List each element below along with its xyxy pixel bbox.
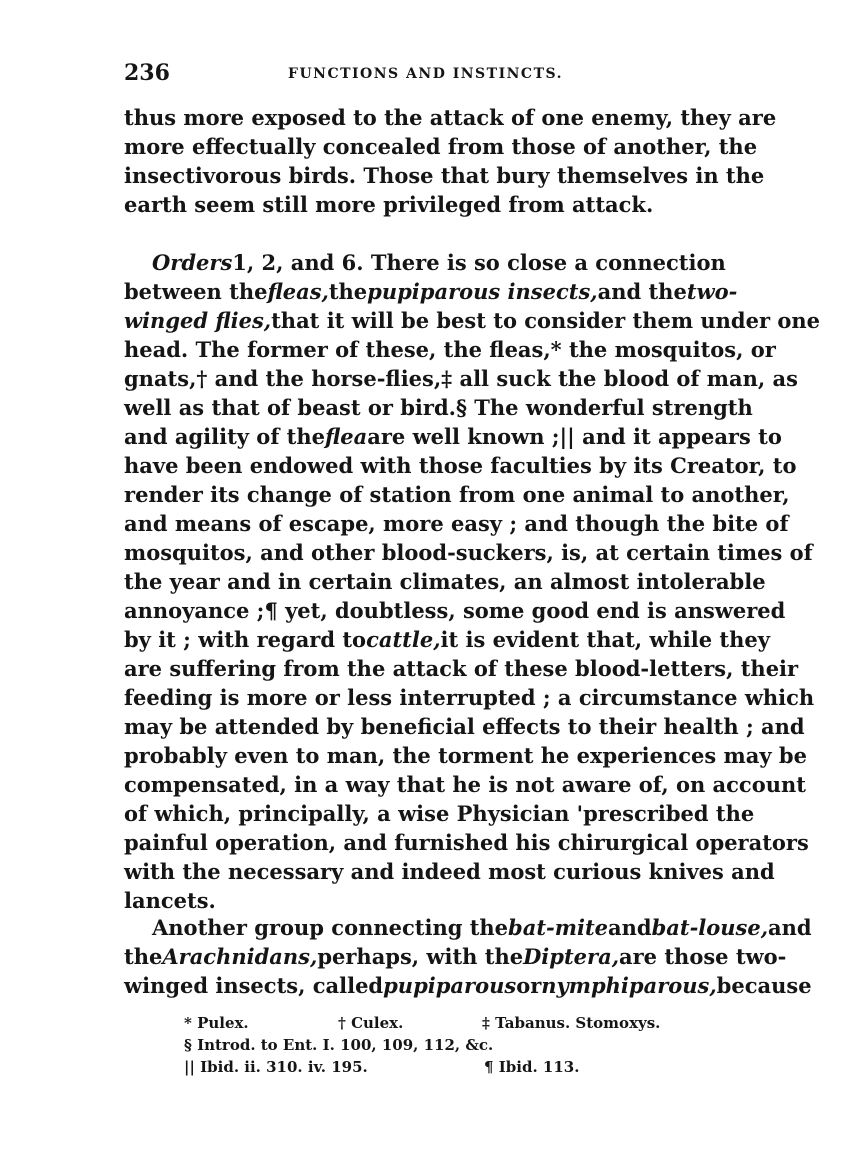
text-line: winged insects, called pupiparous or nymphiparous, because xyxy=(124,973,812,998)
text-line: gnats,† and the horse-flies,‡ all suck the blood of man, as xyxy=(124,366,798,391)
text-line: of which, principally, a wise Physician 'prescribed the xyxy=(124,801,755,826)
text-line: lancets. xyxy=(124,888,216,913)
footnote: ‡ Tabanus. Stomoxys. xyxy=(482,1014,661,1032)
text-line: the Arachnidans, perhaps, with the Diptera, are those two- xyxy=(124,944,787,969)
text-line: the year and in certain climates, an almost intolerable xyxy=(124,569,766,594)
text-line: with the necessary and indeed most curious knives and xyxy=(124,859,775,884)
footnote: || Ibid. ii. 310. iv. 195. xyxy=(184,1058,368,1076)
text-line: Another group connecting the bat-mite and bat-louse, and xyxy=(152,915,812,940)
page-number: 236 xyxy=(124,60,170,86)
text-line: annoyance ;¶ yet, doubtless, some good end is answered xyxy=(124,598,786,623)
running-header xyxy=(124,60,724,88)
running-title: FUNCTIONS AND INSTINCTS. xyxy=(288,66,563,82)
text-line: earth seem still more privileged from attack. xyxy=(124,192,654,217)
text-line: may be attended by beneficial effects to their health ; and xyxy=(124,714,805,739)
text-line: and agility of the flea are well known ;|| and it appears to xyxy=(124,424,782,449)
text-line: probably even to man, the torment he experiences may be xyxy=(124,743,807,768)
text-line: are suffering from the attack of these blood-letters, their xyxy=(124,656,799,681)
text-line: winged flies, that it will be best to consider them under one xyxy=(124,308,820,333)
text-line: compensated, in a way that he is not aware of, on account xyxy=(124,772,806,797)
footnote: * Pulex. xyxy=(184,1014,249,1032)
footnote: ¶ Ibid. 113. xyxy=(484,1058,580,1076)
footnote-row xyxy=(184,1056,744,1078)
paragraph-1 xyxy=(124,103,777,219)
text-line: Orders 1, 2, and 6. There is so close a connection xyxy=(152,250,726,275)
text-line: mosquitos, and other blood-suckers, is, at certain times of xyxy=(124,540,813,565)
text-line: head. The former of these, the fleas,* the mosquitos, or xyxy=(124,337,776,362)
text-line: have been endowed with those faculties by its Creator, to xyxy=(124,453,797,478)
text-line: thus more exposed to the attack of one enemy, they are xyxy=(124,105,777,130)
text-line: insectivorous birds. Those that bury themselves in the xyxy=(124,163,765,188)
text-line: painful operation, and furnished his chirurgical operators xyxy=(124,830,809,855)
footnotes xyxy=(184,1012,744,1078)
footnote-row xyxy=(184,1012,744,1034)
footnote-row xyxy=(184,1034,744,1056)
footnote: † Culex. xyxy=(338,1014,404,1032)
text-line: more effectually concealed from those of another, the xyxy=(124,134,758,159)
text-line: feeding is more or less interrupted ; a circumstance which xyxy=(124,685,815,710)
footnote: § Introd. to Ent. I. 100, 109, 112, &c. xyxy=(184,1036,494,1054)
text-line: render its change of station from one animal to another, xyxy=(124,482,790,507)
text-line: well as that of beast or bird.§ The wonderful strength xyxy=(124,395,753,420)
paragraph-3 xyxy=(124,913,812,1000)
paragraph-2 xyxy=(124,248,820,915)
text-line: and means of escape, more easy ; and though the bite of xyxy=(124,511,789,536)
text-line: by it ; with regard to cattle, it is evident that, while they xyxy=(124,627,770,652)
text-line: between the fleas, the pupiparous insects, and the two- xyxy=(124,279,738,304)
